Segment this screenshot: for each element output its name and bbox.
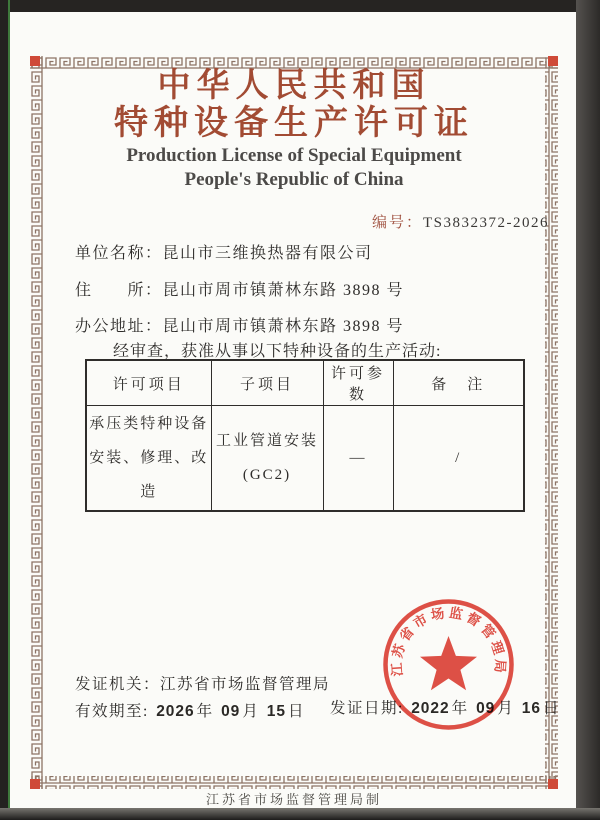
border-corner-top-left [30,56,40,66]
permit-item-line2: 安装、修理、改造 [89,450,209,500]
title-en-line2: People's Republic of China [184,169,404,190]
issue-date-day-unit: 日 [542,700,560,717]
made-by-caption: 江苏省市场监督管理局制 [205,792,382,807]
border-corner-top-right [548,56,558,66]
company-name-label: 单位名称： [75,245,163,262]
border-corner-bottom-right [548,779,558,789]
cell-remark: / [393,406,524,512]
scan-edge-bottom [0,808,600,820]
company-name-line [75,240,373,263]
office-address-label: 办公地址： [75,318,163,335]
official-red-seal [376,592,521,737]
valid-until-month: 09 [221,703,241,720]
permit-table [85,359,525,512]
issue-date-year-unit: 年 [451,700,469,717]
valid-until-year-unit: 年 [196,703,214,720]
office-address-line [75,313,404,336]
issuer-label: 发证机关： [75,676,161,693]
seal-text-path: 江苏省市场监督管理局 [389,604,508,677]
company-name-value: 昆山市三维换热器有限公司 [162,245,373,262]
office-address-value: 昆山市周市镇萧林东路 3898 号 [162,318,405,335]
header-permit-item: 许可项目 [86,360,211,406]
issuer-value: 江苏省市场监督管理局 [160,676,331,693]
header-permit-parameter: 许可参数 [323,360,393,406]
valid-until-day-unit: 日 [287,703,305,720]
valid-until-day: 15 [266,703,286,720]
serial-number-line [372,211,549,232]
valid-until-year: 2026 [156,703,195,720]
sub-item-line2: (GC2) [242,467,292,483]
permit-table-header-row [86,360,524,406]
title-en-line1: Production License of Special Equipment [126,145,462,166]
title-cn-line1: 中华人民共和国 [157,68,431,104]
valid-until-month-unit: 月 [242,703,260,720]
approval-intro-line: 经审查，获准从事以下特种设备的生产活动: [113,343,442,360]
header-sub-item: 子项目 [211,360,323,406]
header-remark: 备 注 [393,360,524,406]
serial-number-value: TS3832372-2026 [423,215,550,231]
residence-line [75,277,404,300]
cell-sub-item [211,406,323,512]
issue-date-label: 发证日期: [330,700,404,717]
issue-date-month-unit: 月 [497,700,515,717]
scan-edge-top [0,0,600,12]
cell-permit-parameter: — [323,406,393,512]
permit-table-row [86,406,524,512]
residence-label: 住 所： [75,282,163,299]
serial-number-label: 编号： [372,215,424,231]
title-cn-line2: 特种设备生产许可证 [114,105,474,142]
seal-star-icon [420,636,477,690]
issue-date-month: 09 [476,700,496,717]
sub-item-line1: 工业管道安装 [215,433,318,449]
border-band-bottom [30,776,558,789]
scan-edge-right [576,0,600,820]
issuer-line [75,672,330,694]
scan-edge-left [0,0,10,820]
issue-date-day: 16 [521,700,541,717]
border-corner-bottom-left [30,779,40,789]
valid-until-line [75,699,305,721]
cell-permit-item [86,406,211,512]
permit-item-line1: 承压类特种设备 [89,416,209,432]
residence-value: 昆山市周市镇萧林东路 3898 号 [162,282,405,299]
issue-date-year: 2022 [411,700,450,717]
valid-until-label: 有效期至: [75,703,149,720]
